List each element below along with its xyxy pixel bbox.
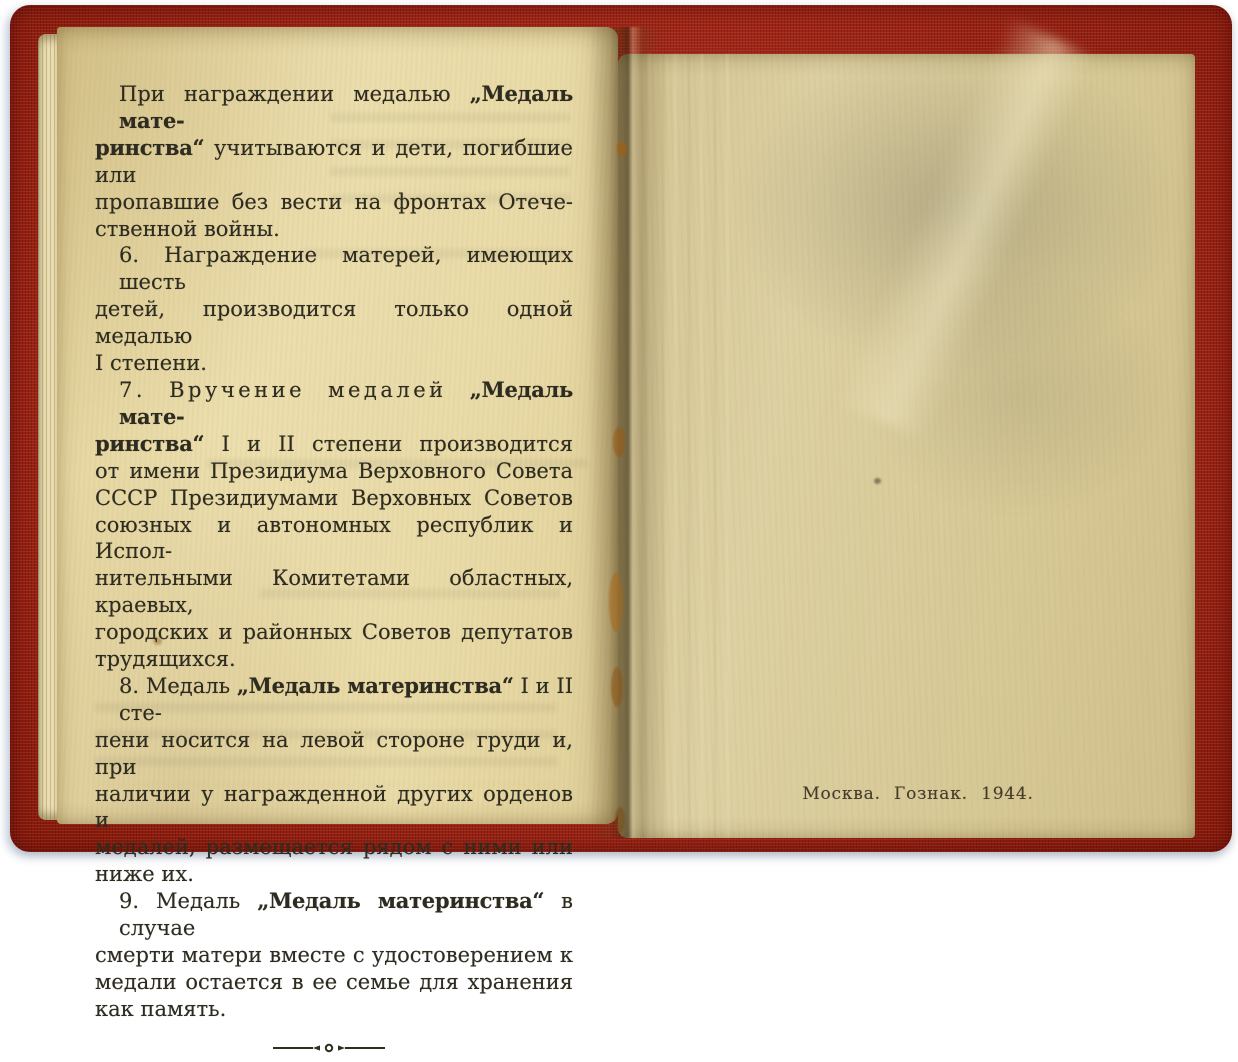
spine-fold xyxy=(589,27,667,838)
spine-rust-stain xyxy=(615,807,625,833)
text-line xyxy=(95,942,573,969)
text-segment: в случае xyxy=(119,889,574,941)
text-line xyxy=(95,431,573,458)
medal-name-bold: „Медаль мате- xyxy=(119,376,573,429)
medal-name-bold: „Медаль материнства“ xyxy=(236,672,514,698)
text-segment: смерти матери вместе с удостоверением к xyxy=(95,943,573,967)
text-segment: 8. Медаль xyxy=(119,673,237,698)
text-line xyxy=(95,565,573,619)
text-segment: медалей, размещается рядом с ними или xyxy=(95,835,573,860)
text-line xyxy=(95,969,573,996)
text-line xyxy=(95,216,573,243)
text-segment: 6. Награждение матерей, имеющих шесть xyxy=(119,243,573,295)
text-segment: ниже их. xyxy=(95,862,194,887)
section-divider-ornament xyxy=(273,1035,573,1062)
spine-rust-stain xyxy=(617,142,627,156)
text-segment: СССР Президиумами Верховных Советов xyxy=(95,485,573,510)
text-line xyxy=(95,350,573,377)
left-page xyxy=(57,27,618,1021)
text-line xyxy=(95,673,573,727)
text-segment: наличии у награжденной других орденов и xyxy=(95,781,573,833)
text-line xyxy=(95,242,573,296)
light-streak xyxy=(838,18,1118,450)
medal-name-bold: „Медаль мате- xyxy=(119,81,573,133)
printer-imprint: Москва. Гознак. 1944. xyxy=(802,784,1034,804)
text-line xyxy=(95,189,573,216)
text-line xyxy=(95,646,573,673)
right-page xyxy=(618,54,1195,838)
text-line xyxy=(95,781,573,835)
text-line xyxy=(95,996,573,1023)
text-segment: детей, производится только одной медалью xyxy=(95,297,573,349)
text-line xyxy=(95,834,573,861)
dark-speck xyxy=(874,478,881,484)
medal-name-bold: ринства“ xyxy=(95,134,205,160)
text-segment: медали остается в ее семье для хранения xyxy=(95,969,573,994)
text-segment: 9. Медаль xyxy=(119,889,258,914)
text-line xyxy=(95,458,573,485)
spine-rust-stain xyxy=(613,427,625,457)
text-segment: 7. Вручение медалей xyxy=(119,377,470,402)
text-segment: учитываются и дети, погибшие или xyxy=(95,135,573,187)
text-line xyxy=(95,377,573,431)
text-segment: I и II сте- xyxy=(119,673,573,725)
text-segment: городских и районных Советов депутатов xyxy=(95,620,573,645)
text-segment: пропавшие без вести на фронтах Отече- xyxy=(95,189,573,214)
gray-smudge xyxy=(868,274,1168,514)
text-segment: трудящихся. xyxy=(95,647,236,672)
text-line xyxy=(95,81,573,135)
text-segment: I и II степени производится xyxy=(204,431,573,456)
text-segment: от имени Президиума Верховного Совета xyxy=(95,458,573,483)
text-segment: При награждении медалью xyxy=(119,82,470,106)
text-segment: как память. xyxy=(95,996,227,1021)
text-segment: нительными Комитетами областных, краевых, xyxy=(95,566,573,618)
spine-rust-stain xyxy=(611,667,623,707)
text-line xyxy=(95,512,573,566)
text-line xyxy=(95,296,573,350)
text-segment: пени носится на левой стороне груди и, при xyxy=(95,727,573,779)
text-segment: ственной войны. xyxy=(95,216,280,241)
text-line xyxy=(95,727,573,781)
text-line xyxy=(95,888,573,942)
medal-name-bold: „Медаль материнства“ xyxy=(257,888,545,914)
gray-smudge xyxy=(738,42,1178,372)
medal-name-bold: ринства“ xyxy=(95,430,205,456)
text-line xyxy=(95,861,573,888)
statute-text xyxy=(95,81,573,1062)
spine-rust-stain xyxy=(609,572,623,632)
text-segment: I степени. xyxy=(95,351,207,376)
text-segment: союзных и автономных республик и Испол- xyxy=(95,512,573,564)
text-line xyxy=(95,619,573,646)
text-line xyxy=(95,135,573,189)
text-line xyxy=(95,485,573,512)
